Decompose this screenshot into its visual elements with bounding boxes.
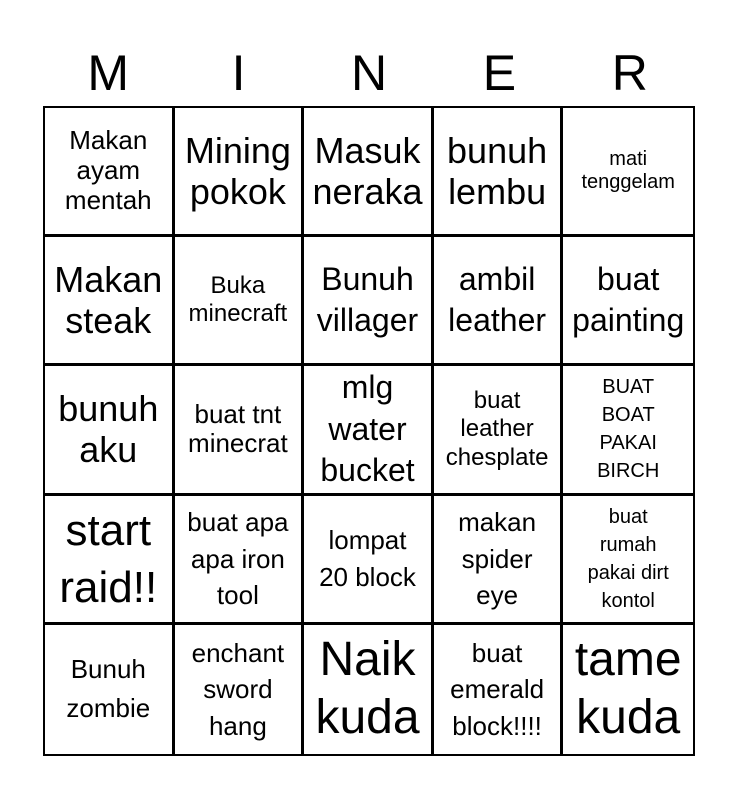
bingo-cell[interactable] bbox=[175, 625, 305, 754]
bingo-cell[interactable] bbox=[434, 496, 564, 625]
cell-text: BUAT BOAT PAKAI BIRCH bbox=[597, 376, 660, 483]
bingo-cell[interactable] bbox=[45, 108, 175, 237]
cell-text: mlg water bucket bbox=[320, 369, 415, 489]
bingo-cell[interactable] bbox=[175, 108, 305, 237]
cell-text: mati tenggelam bbox=[581, 148, 675, 194]
bingo-cell[interactable] bbox=[175, 496, 305, 625]
cell-text: Makan ayam mentah bbox=[64, 125, 152, 216]
bingo-cell[interactable] bbox=[45, 366, 175, 495]
bingo-cell[interactable] bbox=[304, 496, 434, 625]
cell-text: buat apa apa iron tool bbox=[187, 507, 289, 610]
header-letter-e: E bbox=[482, 45, 517, 101]
cell-text: ambil leather bbox=[448, 260, 547, 339]
cell-text: bunuh aku bbox=[58, 388, 159, 471]
bingo-cell[interactable] bbox=[304, 108, 434, 237]
bingo-cell[interactable] bbox=[563, 237, 693, 366]
cell-text: buat emerald block!!!! bbox=[450, 637, 545, 741]
cell-text: start raid!! bbox=[59, 505, 158, 612]
bingo-cell[interactable] bbox=[304, 366, 434, 495]
cell-text: Mining pokok bbox=[184, 129, 291, 213]
header-letter-i: I bbox=[231, 45, 246, 101]
cell-text: buat leather chesplate bbox=[445, 387, 549, 471]
bingo-cell[interactable] bbox=[434, 625, 564, 754]
cell-text: Buka minecraft bbox=[188, 271, 288, 328]
header-letter-m: M bbox=[87, 45, 130, 101]
header-letter-r: R bbox=[611, 45, 648, 101]
cell-text: buat rumah pakai dirt kontol bbox=[587, 505, 669, 612]
cell-text: makan spider eye bbox=[458, 507, 537, 610]
bingo-cell[interactable] bbox=[45, 496, 175, 625]
cell-text: tame kuda bbox=[574, 632, 682, 745]
cell-text: Naik kuda bbox=[315, 632, 420, 745]
cell-text: Makan steak bbox=[54, 258, 163, 342]
cell-text: bunuh lembu bbox=[447, 129, 548, 213]
cell-text: Bunuh zombie bbox=[66, 654, 151, 724]
bingo-cell[interactable] bbox=[434, 108, 564, 237]
bingo-cell[interactable] bbox=[304, 237, 434, 366]
cell-text: Bunuh villager bbox=[316, 260, 419, 339]
cell-text: enchant sword hang bbox=[191, 637, 285, 741]
bingo-cell[interactable] bbox=[304, 625, 434, 754]
bingo-grid bbox=[43, 106, 695, 756]
cell-text: buat tnt minecrat bbox=[188, 398, 288, 459]
bingo-header bbox=[43, 40, 695, 106]
bingo-cell[interactable] bbox=[563, 366, 693, 495]
cell-text: Masuk neraka bbox=[312, 129, 423, 213]
bingo-cell[interactable] bbox=[434, 237, 564, 366]
bingo-cell[interactable] bbox=[175, 237, 305, 366]
bingo-cell[interactable] bbox=[563, 625, 693, 754]
cell-text: buat painting bbox=[572, 260, 685, 339]
bingo-cell[interactable] bbox=[563, 108, 693, 237]
bingo-cell[interactable] bbox=[45, 625, 175, 754]
bingo-cell[interactable] bbox=[434, 366, 564, 495]
bingo-cell[interactable] bbox=[45, 237, 175, 366]
header-letter-n: N bbox=[350, 45, 388, 101]
bingo-cell[interactable] bbox=[563, 496, 693, 625]
bingo-cell[interactable] bbox=[175, 366, 305, 495]
cell-text: lompat 20 block bbox=[319, 525, 416, 592]
